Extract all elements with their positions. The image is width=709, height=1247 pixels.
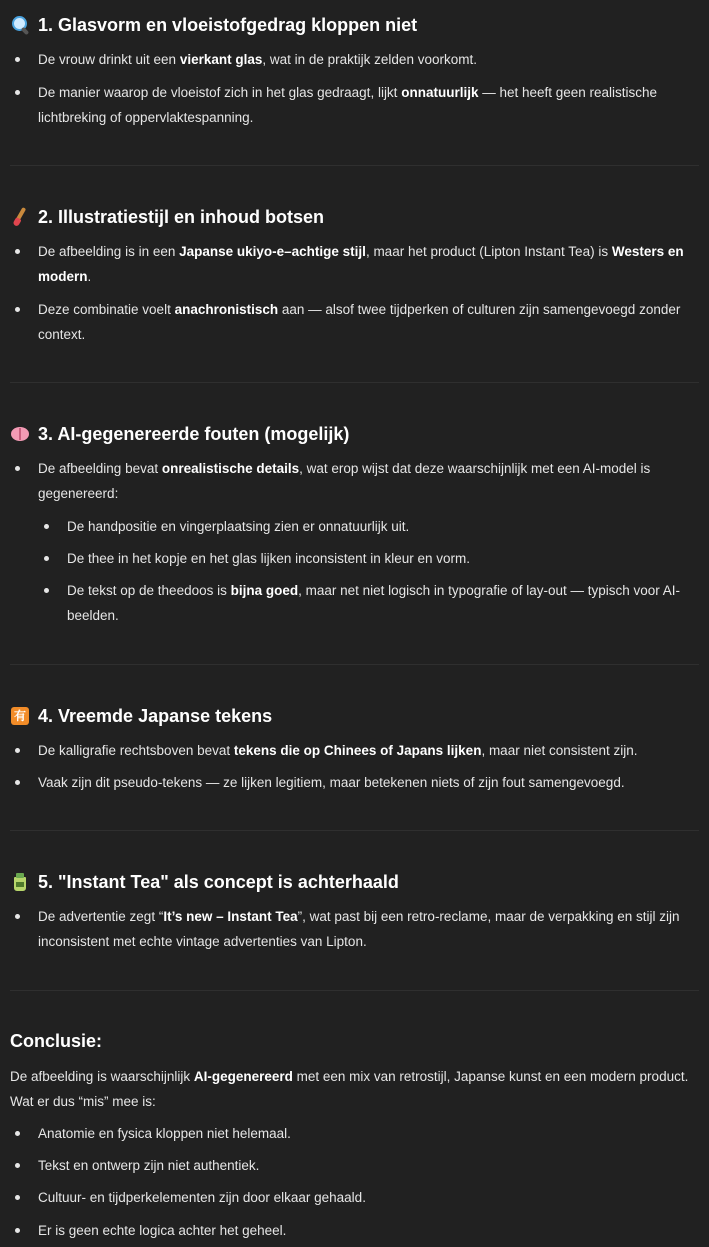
divider bbox=[10, 165, 699, 166]
section-3-title: 3. AI-gegenereerde fouten (mogelijk) bbox=[38, 423, 350, 444]
section-1-heading bbox=[10, 11, 417, 39]
conclusion-bullet-3: Cultuur- en tijdperkelementen zijn door elkaar gehaald. bbox=[38, 1185, 698, 1210]
section-4-bullet-1: De kalligrafie rechtsboven bevat tekens die op Chinees of Japans lijken, maar niet consistent zijn. bbox=[38, 738, 698, 763]
section-4-heading bbox=[10, 702, 272, 730]
section-3-subbullet-1: De handpositie en vingerplaatsing zien er onnatuurlijk uit. bbox=[67, 514, 697, 539]
conclusion-bullet-1: Anatomie en fysica kloppen niet helemaal. bbox=[38, 1121, 698, 1146]
section-2-heading bbox=[10, 203, 324, 231]
magnifying-glass-icon bbox=[10, 15, 30, 35]
section-5-heading bbox=[10, 868, 399, 896]
divider bbox=[10, 830, 699, 831]
brain-icon bbox=[10, 424, 30, 444]
section-3-subbullet-2: De thee in het kopje en het glas lijken inconsistent in kleur en vorm. bbox=[67, 546, 697, 571]
section-4-title: 4. Vreemde Japanse tekens bbox=[38, 705, 273, 726]
conclusion-bullet-4: Er is geen echte logica achter het geheel. bbox=[38, 1218, 698, 1243]
section-5-bullet-1: De advertentie zegt “It’s new – Instant Tea”, wat past bij een retro-reclame, maar de verpakking en stijl zijn inconsistent met echte vintage advertenties van Lipton. bbox=[38, 904, 698, 954]
section-1-bullet-2: De manier waarop de vloeistof zich in het glas gedraagt, lijkt onnatuurlijk — het heeft geen realistische lichtbreking of oppervlaktespanning. bbox=[38, 80, 698, 130]
paintbrush-icon bbox=[10, 207, 30, 227]
divider bbox=[10, 664, 699, 665]
divider bbox=[10, 990, 699, 991]
conclusion-bullet-2: Tekst en ontwerp zijn niet authentiek. bbox=[38, 1153, 698, 1178]
section-2-bullet-2: Deze combinatie voelt anachronistisch aan — alsof twee tijdperken of culturen zijn samengevoegd zonder context. bbox=[38, 297, 698, 347]
section-2-title: 2. Illustratiestijl en inhoud botsen bbox=[38, 206, 325, 227]
section-3-heading bbox=[10, 420, 349, 448]
section-1-title: 1. Glasvorm en vloeistofgedrag kloppen niet bbox=[38, 14, 418, 35]
tea-box-icon bbox=[10, 872, 30, 892]
section-2-bullet-1: De afbeelding is in een Japanse ukiyo-e–achtige stijl, maar het product (Lipton Instant Tea) is Westers en modern. bbox=[38, 239, 698, 289]
conclusion-heading: Conclusie: bbox=[10, 1031, 103, 1051]
conclusion-intro: De afbeelding is waarschijnlijk AI-gegenereerd met een mix van retrostijl, Japanse kunst en een modern product. Wat er dus “mis” mee is: bbox=[10, 1069, 689, 1109]
section-5-title: 5. "Instant Tea" als concept is achterhaald bbox=[38, 871, 399, 892]
japanese-symbol-icon: 有 bbox=[10, 706, 30, 726]
section-1-bullet-1: De vrouw drinkt uit een vierkant glas, wat in de praktijk zelden voorkomt. bbox=[38, 47, 698, 72]
section-4-bullet-2: Vaak zijn dit pseudo-tekens — ze lijken legitiem, maar betekenen niets of zijn fout samengevoegd. bbox=[38, 770, 698, 795]
section-3-bullet-1: De afbeelding bevat onrealistische details, wat erop wijst dat deze waarschijnlijk met een AI-model is gegenereerd: bbox=[38, 456, 698, 506]
section-3-subbullet-3: De tekst op de theedoos is bijna goed, maar net niet logisch in typografie of lay-out — typisch voor AI-beelden. bbox=[67, 578, 697, 628]
divider bbox=[10, 382, 699, 383]
